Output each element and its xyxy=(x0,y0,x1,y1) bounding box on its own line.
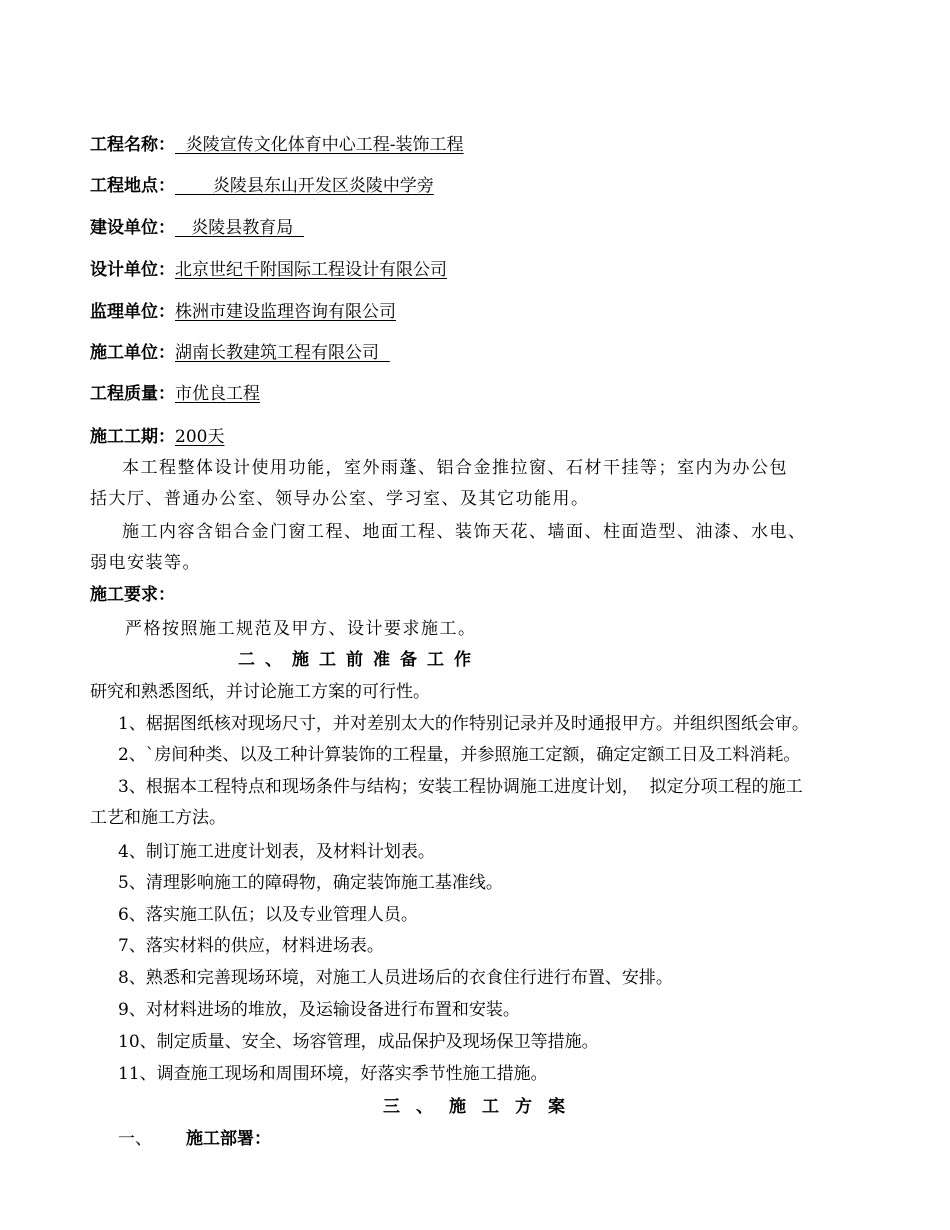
section2-item-8: 8、熟悉和完善现场环境，对施工人员进场后的衣食住行进行布置、安排。 xyxy=(118,968,673,988)
contractor-value: 湖南长教建筑工程有限公司 xyxy=(175,343,390,363)
supervisor-value: 株洲市建设监理咨询有限公司 xyxy=(175,302,396,322)
section2-item-5: 5、清理影响施工的障碍物，确定装饰施工基准线。 xyxy=(118,873,503,893)
section2-item-11: 11、调查施工现场和周围环境，好落实季节性施工措施。 xyxy=(118,1064,548,1084)
quality-value: 市优良工程 xyxy=(175,384,260,404)
period-value: 200天 xyxy=(175,427,225,447)
project-location-label: 工程地点： xyxy=(90,176,175,196)
quality-label: 工程质量： xyxy=(90,384,175,404)
section2-item-3: 3、根据本工程特点和现场条件与结构；安装工程协调施工进度计划， 拟定分项工程的施工 xyxy=(118,777,803,797)
project-location-value: 炎陵县东山开发区炎陵中学旁 xyxy=(175,176,434,196)
project-location-row xyxy=(90,174,434,198)
project-name-label: 工程名称： xyxy=(90,135,175,155)
overview-p1-line1: 本工程整体设计使用功能，室外雨蓬、铝合金推拉窗、石材干挂等；室内为办公包 xyxy=(122,458,788,478)
project-name-row xyxy=(90,133,464,157)
project-name-value: 炎陵宣传文化体育中心工程-装饰工程 xyxy=(175,135,464,155)
period-row xyxy=(90,425,224,449)
period-label: 施工工期： xyxy=(90,427,175,447)
section2-item-3-cont: 工艺和施工方法。 xyxy=(90,808,226,828)
section2-item-1: 1、椐据图纸核对现场尺寸，并对差别太大的作特别记录并及时通报甲方。并组织图纸会审。 xyxy=(118,714,809,734)
designer-label: 设计单位： xyxy=(90,260,175,280)
section2-item-10: 10、制定质量、安全、场容管理，成品保护及现场保卫等措施。 xyxy=(118,1032,599,1052)
overview-p2-line2: 弱电安装等。 xyxy=(90,553,201,573)
designer-value: 北京世纪千附国际工程设计有限公司 xyxy=(175,260,447,280)
section3-title: 三、施工方案 xyxy=(383,1097,581,1117)
section2-intro: 研究和熟悉图纸，并讨论施工方案的可行性。 xyxy=(90,682,430,702)
contractor-row xyxy=(90,341,390,365)
owner-value: 炎陵县教育局 xyxy=(175,218,305,238)
requirement-text: 严格按照施工规范及甲方、设计要求施工。 xyxy=(125,619,477,639)
section3-sub-number: 一、 xyxy=(118,1129,152,1149)
designer-row xyxy=(90,258,447,282)
overview-p2-line1: 施工内容含铝合金门窗工程、地面工程、装饰天花、墙面、柱面造型、油漆、水电、 xyxy=(122,522,807,542)
section3-sub-title: 施工部署： xyxy=(186,1129,271,1149)
section2-item-6: 6、落实施工队伍；以及专业管理人员。 xyxy=(118,905,418,925)
owner-row xyxy=(90,216,304,240)
contractor-label: 施工单位： xyxy=(90,343,175,363)
section2-item-9: 9、对材料进场的堆放，及运输设备进行布置和安装。 xyxy=(118,1000,520,1020)
supervisor-label: 监理单位： xyxy=(90,302,175,322)
owner-label: 建设单位： xyxy=(90,218,175,238)
supervisor-row xyxy=(90,300,396,324)
section3-sub-row xyxy=(118,1127,271,1151)
requirement-label: 施工要求： xyxy=(90,585,175,605)
section2-item-2: 2、`房间种类、以及工种计算装饰的工程量，并参照施工定额，确定定额工日及工料消耗。 xyxy=(118,745,801,765)
overview-p1-line2: 括大厅、普通办公室、领导办公室、学习室、及其它功能用。 xyxy=(90,489,590,509)
requirement-heading xyxy=(90,583,175,607)
quality-row xyxy=(90,382,260,406)
section2-title: 二、施工前准备工作 xyxy=(238,650,481,670)
section2-item-4: 4、制订施工进度计划表，及材料计划表。 xyxy=(118,842,435,862)
section2-item-7: 7、落实材料的供应，材料进场表。 xyxy=(118,936,384,956)
